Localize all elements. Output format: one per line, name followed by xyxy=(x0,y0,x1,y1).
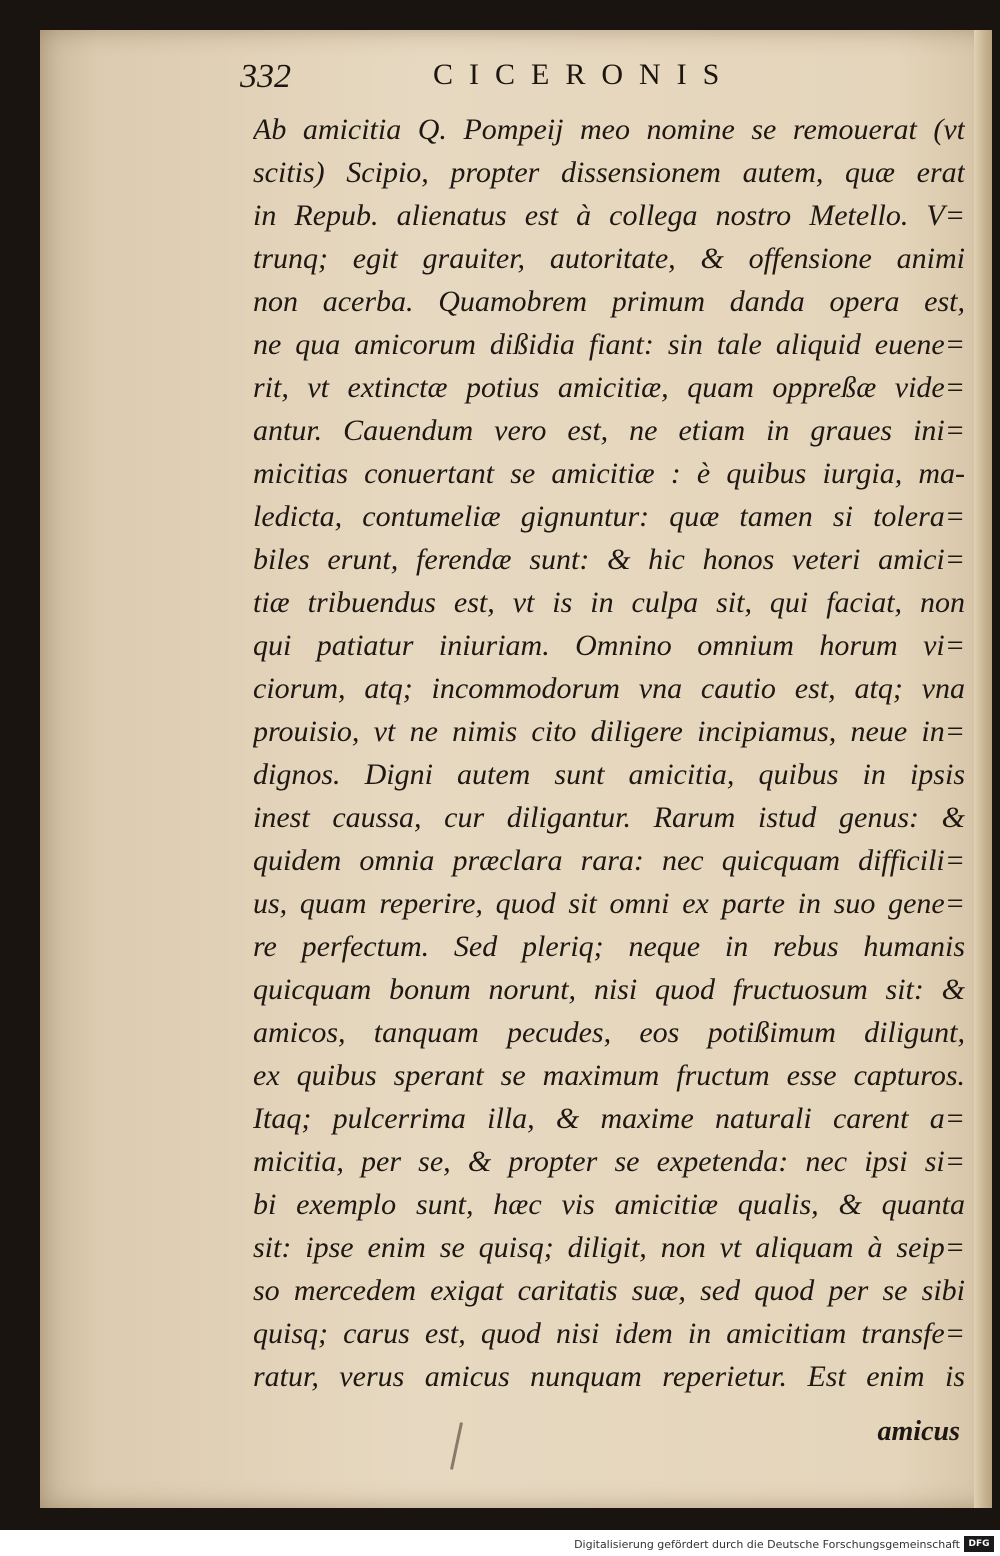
text-line: ne qua amicorum dißidia fiant: sin tale aliquid euene= xyxy=(253,328,965,361)
text-line: ledicta, contumeliæ gignuntur: quæ tamen si tolera= xyxy=(253,500,965,533)
text-line: rit, vt extinctæ potius amicitiæ, quam oppreßæ vide= xyxy=(253,371,965,404)
text-line: biles erunt, ferendæ sunt: & hic honos veteri amici= xyxy=(253,543,965,576)
text-line: Ab amicitia Q. Pompeij meo nomine se remouerat (vt xyxy=(253,113,965,146)
text-line: quicquam bonum norunt, nisi quod fructuosum sit: & xyxy=(253,973,965,1006)
text-line: trunq; egit grauiter, autoritate, & offensione animi xyxy=(253,242,965,275)
text-line: qui patiatur iniuriam. Omnino omnium horum vi= xyxy=(253,629,965,662)
page-edge xyxy=(974,30,992,1508)
text-line: amicos, tanquam pecudes, eos potißimum diligunt, xyxy=(253,1016,965,1049)
text-line: micitias conuertant se amicitiæ : è quibus iurgia, ma- xyxy=(253,457,965,490)
page-number: 332 xyxy=(240,58,291,95)
dfg-logo-icon: DFG xyxy=(964,1536,994,1552)
text-line: non acerba. Quamobrem primum danda opera est, xyxy=(253,285,965,318)
text-line: quisq; carus est, quod nisi idem in amicitiam transfe= xyxy=(253,1317,965,1350)
text-line: bi exemplo sunt, hæc vis amicitiæ qualis, & quanta xyxy=(253,1188,965,1221)
text-line: prouisio, vt ne nimis cito diligere incipiamus, neue in= xyxy=(253,715,965,748)
text-line: ciorum, atq; incommodorum vna cautio est, atq; vna xyxy=(253,672,965,705)
text-line: micitia, per se, & propter se expetenda: nec ipsi si= xyxy=(253,1145,965,1178)
text-line: so mercedem exigat caritatis suæ, sed quod per se sibi xyxy=(253,1274,965,1307)
text-line: in Repub. alienatus est à collega nostro Metello. V= xyxy=(253,199,965,232)
text-line: antur. Cauendum vero est, ne etiam in graues ini= xyxy=(253,414,965,447)
funding-credit: Digitalisierung gefördert durch die Deutsche Forschungsgemeinschaft xyxy=(574,1538,960,1551)
text-line: Itaq; pulcerrima illa, & maxime naturali carent a= xyxy=(253,1102,965,1135)
text-line: scitis) Scipio, propter dissensionem autem, quæ erat xyxy=(253,156,965,189)
text-line: us, quam reperire, quod sit omni ex parte in suo gene= xyxy=(253,887,965,920)
text-line: ratur, verus amicus nunquam reperietur. Est enim is xyxy=(253,1360,965,1393)
running-head: CICERONIS xyxy=(433,58,736,91)
text-line: sit: ipse enim se quisq; diligit, non vt aliquam à seip= xyxy=(253,1231,965,1264)
text-line: tiæ tribuendus est, vt is in culpa sit, qui faciat, non xyxy=(253,586,965,619)
text-line: quidem omnia præclara rara: nec quicquam difficili= xyxy=(253,844,965,877)
text-line: dignos. Digni autem sunt amicitia, quibus in ipsis xyxy=(253,758,965,791)
catchword: amicus xyxy=(877,1416,960,1447)
text-line: re perfectum. Sed pleriq; neque in rebus humanis xyxy=(253,930,965,963)
text-line: ex quibus sperant se maximum fructum esse capturos. xyxy=(253,1059,965,1092)
main-text xyxy=(253,108,965,1398)
text-line: inest caussa, cur diligantur. Rarum istud genus: & xyxy=(253,801,965,834)
